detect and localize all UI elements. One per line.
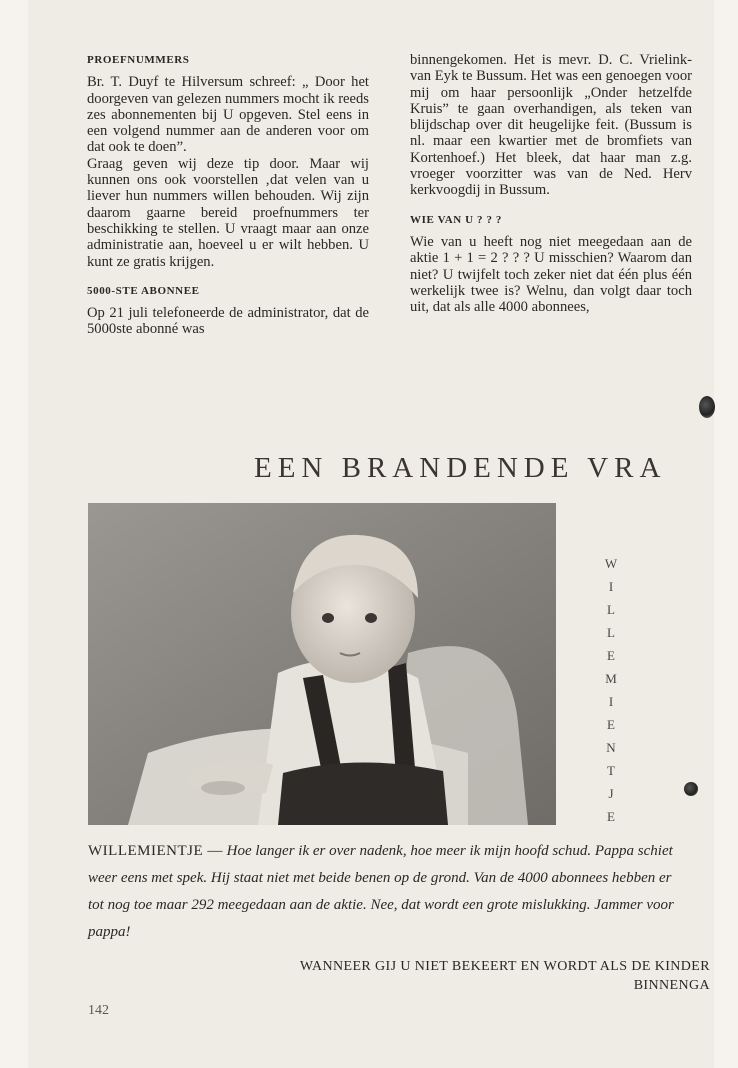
vertical-letter: L [607,602,615,617]
photo-willemientje [88,503,556,825]
child-photo-illustration [88,503,556,825]
caption-name: WILLEMIENTJE — [88,843,223,859]
vertical-letter: E [607,809,615,824]
quote-line-2: BINNENGA [633,978,710,993]
paragraph-proefnummers-2: Graag geven wij deze tip door. Maar wij kunnen ons ook voorstellen ‚dat velen van u liever hun nummers willen behouden. Wij zijn daarom gaarne bereid proefnummers ter beschikking te stellen. U vraagt maar aan onze administratie aan, hoeveel u er wilt hebben. U kunt ze gratis krijgen. [87,155,369,270]
punch-hole-top [699,396,715,418]
page-number: 142 [88,1003,109,1018]
vertical-letter: E [607,648,615,663]
paragraph-proefnummers-1: Br. T. Duyf te Hilversum schreef: „ Door het doorgeven van gelezen nummers mocht ik reeds zes abonnementen bij U opgeven. Stel eens in een volgend nummer aan de anderen voor om dat ook te doen”. [87,74,369,156]
bible-quote [88,957,710,995]
vertical-letter: W [604,556,618,571]
punch-hole-bottom [684,782,698,796]
vertical-name-label [601,552,621,828]
photo-caption [88,838,686,946]
vertical-letter: T [607,763,615,778]
vertical-letter: J [608,786,614,801]
vertical-letter: N [606,740,616,755]
paragraph-continuation: binnengekomen. Het is mevr. D. C. Vrielink-van Eyk te Bussum. Het was een genoegen voor mij om haar persoonlijk „Onder hetzelfde Kruis” te gaan overhandigen, als teken van blijdschap over dit heugelijke feit. (Bussum is nl. maar een kwartier met de bromfiets van Kortenhoef.) Het bleek, dat haar man z.g. vroeger voorzitter was van de Ned. Herv kerkvoogdij in Bussum. [410,52,692,199]
heading-5000ste-abonnee: 5000-STE ABONNEE [87,284,200,297]
paragraph-abonnee-1: Op 21 juli telefoneerde de administrator, dat de 5000ste abonné was [87,305,369,338]
vertical-letter: E [607,717,615,732]
vertical-letter: M [605,671,617,686]
vertical-letter: L [607,625,615,640]
caption-text: Hoe langer ik er over nadenk, hoe meer ik mijn hoofd schud. Pappa schiet weer eens met spek. Hij staat niet met beide benen op de grond. Van de 4000 abonnees hebben er tot nog toe maar 292 meegedaan aan de aktie. Nee, dat wordt een grote mislukking. Jammer voor pappa! [88,843,674,940]
heading-wie-van-u: WIE VAN U ? ? ? [410,213,503,226]
banner-headline: EEN BRANDENDE VRA [254,452,667,484]
paragraph-wie-van-u-1: Wie van u heeft nog niet meegedaan aan de aktie 1 + 1 = 2 ? ? ? U misschien? Waarom dan niet? U twijfelt toch zeker niet dat één plus één werkelijk twee is? Welnu, dan volgt daar toch uit, dat als alle 4000 abonnees, [410,233,692,316]
right-column [410,52,692,315]
quote-line-1: WANNEER GIJ U NIET BEKEERT EN WORDT ALS DE KINDER [299,959,710,974]
left-column [87,52,369,338]
vertical-letter: I [608,694,614,709]
vertical-letter: I [608,579,614,594]
heading-proefnummers: PROEFNUMMERS [87,54,190,66]
